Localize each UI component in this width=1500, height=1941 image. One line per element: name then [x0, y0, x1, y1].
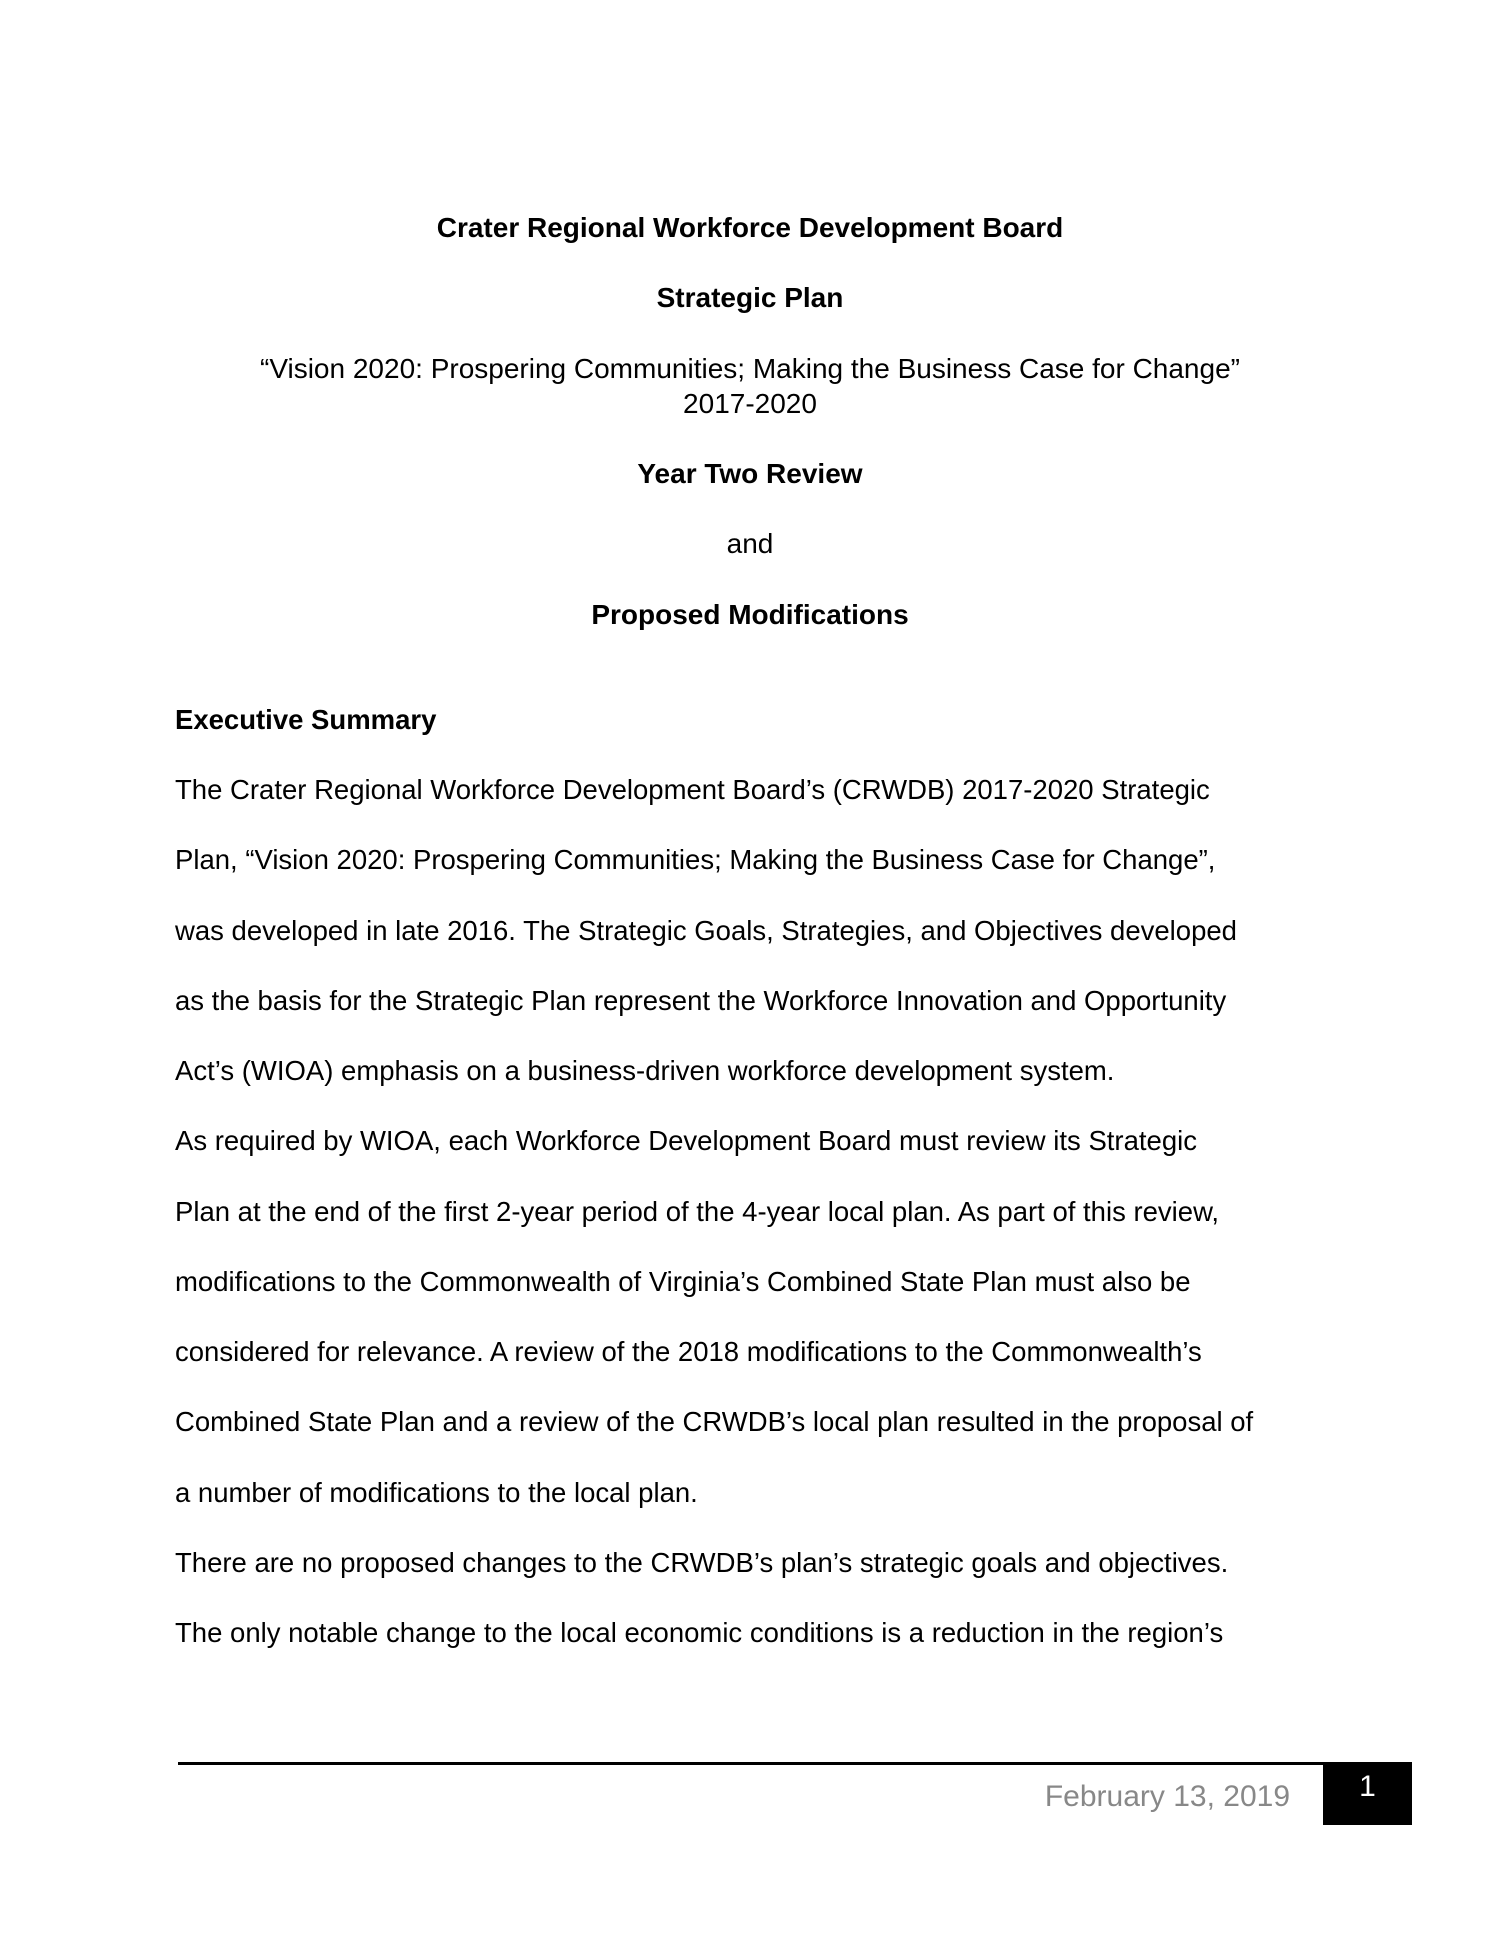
- section-heading: Executive Summary: [175, 704, 437, 735]
- conjunction: and: [726, 528, 774, 559]
- body-line: There are no proposed changes to the CRWDB’s plan’s strategic goals and objectives.: [175, 1547, 1229, 1578]
- doc-type-title: Strategic Plan: [656, 282, 844, 313]
- body-line: considered for relevance. A review of the 2018 modifications to the Commonwealth’s: [175, 1336, 1202, 1367]
- plan-subtitle: “Vision 2020: Prospering Communities; Making the Business Case for Change”: [260, 353, 1240, 384]
- body-line: Act’s (WIOA) emphasis on a business-driven workforce development system.: [175, 1055, 1115, 1086]
- body-line: Combined State Plan and a review of the CRWDB’s local plan resulted in the proposal of: [175, 1406, 1254, 1437]
- modifications-title: Proposed Modifications: [591, 599, 909, 630]
- page-number: 1: [1323, 1762, 1412, 1825]
- body-line: Plan, “Vision 2020: Prospering Communities; Making the Business Case for Change”,: [175, 844, 1216, 875]
- org-title: Crater Regional Workforce Development Board: [436, 212, 1064, 243]
- footer-date: February 13, 2019: [1044, 1780, 1290, 1813]
- footer-rule: [178, 1762, 1323, 1765]
- body-line: Plan at the end of the first 2-year period of the 4-year local plan. As part of this review,: [175, 1196, 1220, 1227]
- plan-years: 2017-2020: [683, 388, 817, 419]
- body-line: As required by WIOA, each Workforce Development Board must review its Strategic: [175, 1125, 1197, 1156]
- review-title: Year Two Review: [637, 458, 863, 489]
- body-line: modifications to the Commonwealth of Virginia’s Combined State Plan must also be: [175, 1266, 1191, 1297]
- body-line: as the basis for the Strategic Plan represent the Workforce Innovation and Opportunity: [175, 985, 1227, 1016]
- body-line: The only notable change to the local economic conditions is a reduction in the region’s: [175, 1617, 1224, 1648]
- body-line: was developed in late 2016. The Strategic Goals, Strategies, and Objectives developed: [175, 915, 1237, 946]
- body-line: a number of modifications to the local plan.: [175, 1477, 698, 1508]
- body-line: The Crater Regional Workforce Development Board’s (CRWDB) 2017-2020 Strategic: [175, 774, 1210, 805]
